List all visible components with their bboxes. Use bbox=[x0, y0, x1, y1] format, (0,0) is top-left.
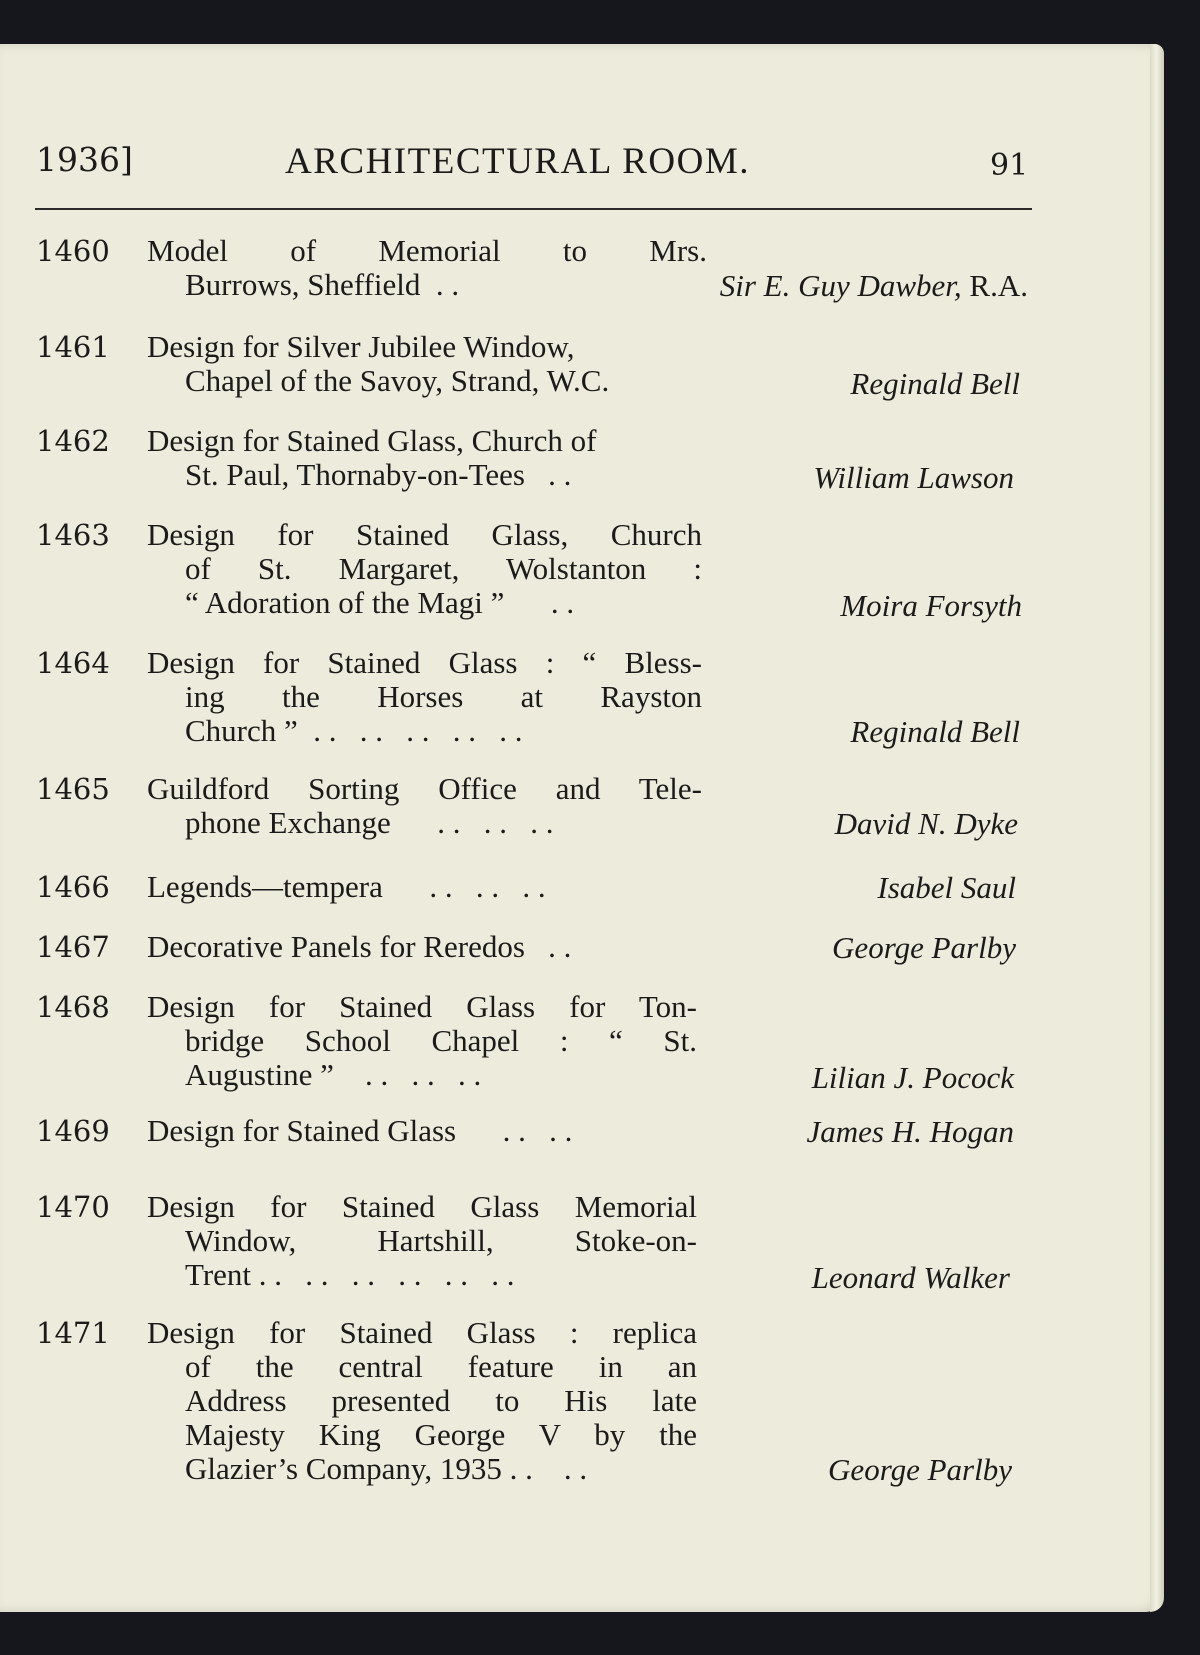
book-page bbox=[0, 44, 1164, 1612]
entry-number: 1461 bbox=[36, 330, 110, 364]
title-line: Chapel of the Savoy, Strand, W.C. bbox=[185, 363, 610, 398]
running-header bbox=[0, 140, 1040, 200]
entry-number: 1465 bbox=[36, 772, 110, 806]
title-line: Design for Stained Glass for Ton- bbox=[147, 989, 697, 1024]
entry-title bbox=[147, 234, 707, 302]
entry-author: Isabel Saul bbox=[877, 870, 1016, 905]
entry-author: Lilian J. Pocock bbox=[811, 1060, 1014, 1095]
page-number: 91 bbox=[990, 148, 1029, 183]
title-line: Augustine ” . . . . . . bbox=[185, 1057, 482, 1092]
entry-author: James H. Hogan bbox=[806, 1114, 1014, 1149]
header-year: 1936] bbox=[36, 140, 133, 179]
entry-title bbox=[147, 424, 717, 492]
header-title: ARCHITECTURAL ROOM. bbox=[285, 141, 750, 182]
title-line: of St. Margaret, Wolstanton : bbox=[185, 551, 702, 586]
entry-number: 1463 bbox=[36, 518, 110, 552]
title-line: Decorative Panels for Reredos . . bbox=[147, 929, 572, 964]
title-line: Burrows, Sheffield . . bbox=[185, 267, 475, 302]
entry-title bbox=[147, 646, 702, 748]
title-line: “ Adoration of the Magi ” . . bbox=[185, 585, 575, 620]
entry-title bbox=[147, 330, 717, 398]
title-line: Window, Hartshill, Stoke-on- bbox=[185, 1223, 697, 1258]
entry-number: 1468 bbox=[36, 990, 110, 1024]
entry-author: George Parlby bbox=[832, 930, 1016, 965]
title-line: Majesty King George V by the bbox=[185, 1417, 697, 1452]
entry-number: 1470 bbox=[36, 1190, 110, 1224]
title-line: Design for Stained Glass, Church of bbox=[147, 423, 597, 458]
entry-title bbox=[147, 772, 702, 840]
title-line: Church ” . . . . . . . . . . bbox=[185, 713, 523, 748]
entry-title bbox=[147, 1190, 697, 1292]
entry-number: 1464 bbox=[36, 646, 110, 680]
title-line: Guildford Sorting Office and Tele- bbox=[147, 771, 702, 806]
entry-author: George Parlby bbox=[828, 1452, 1012, 1487]
entry-number: 1469 bbox=[36, 1114, 110, 1148]
entry-number: 1466 bbox=[36, 870, 110, 904]
entry-title bbox=[147, 870, 717, 904]
entry-title bbox=[147, 930, 717, 964]
author-suffix: R.A. bbox=[961, 268, 1028, 303]
title-line: ing the Horses at Rayston bbox=[185, 679, 702, 714]
entry-author: Reginald Bell bbox=[850, 714, 1020, 749]
title-line: Design for Silver Jubilee Window, bbox=[147, 329, 575, 364]
title-line: Design for Stained Glass, Church bbox=[147, 517, 702, 552]
title-line: of the central feature in an bbox=[185, 1349, 697, 1384]
title-line: St. Paul, Thornaby-on-Tees . . bbox=[185, 457, 572, 492]
entry-number: 1471 bbox=[36, 1316, 110, 1350]
title-line: Legends—tempera . . . . . . bbox=[147, 869, 546, 904]
entry-author: Reginald Bell bbox=[850, 366, 1020, 401]
title-line: Design for Stained Glass . . . . bbox=[147, 1113, 573, 1148]
title-line: Address presented to His late bbox=[185, 1383, 697, 1418]
title-line: Design for Stained Glass Memorial bbox=[147, 1189, 697, 1224]
title-line: Design for Stained Glass : “ Bless- bbox=[147, 645, 702, 680]
entry-number: 1467 bbox=[36, 930, 110, 964]
entry-author: David N. Dyke bbox=[834, 806, 1018, 841]
entry-number: 1462 bbox=[36, 424, 110, 458]
title-line: Design for Stained Glass : replica bbox=[147, 1315, 697, 1350]
page-edge bbox=[1150, 44, 1164, 1612]
title-line: phone Exchange . . . . . . bbox=[185, 805, 554, 840]
entry-title bbox=[147, 1114, 717, 1148]
title-line: Glazier’s Company, 1935 . . . . bbox=[185, 1451, 588, 1486]
entry-title bbox=[147, 518, 702, 620]
entry-number: 1460 bbox=[36, 234, 110, 268]
title-line: Trent . . . . . . . . . . . . bbox=[185, 1257, 515, 1292]
header-rule bbox=[35, 208, 1032, 210]
title-line: Model of Memorial to Mrs. bbox=[147, 233, 707, 268]
author-name: Sir E. Guy Dawber, bbox=[719, 268, 962, 303]
entry-author: Leonard Walker bbox=[811, 1260, 1010, 1295]
entry-title bbox=[147, 990, 697, 1092]
entry-author: William Lawson bbox=[813, 460, 1014, 495]
title-line: bridge School Chapel : “ St. bbox=[185, 1023, 697, 1058]
entry-author: Moira Forsyth bbox=[840, 588, 1022, 623]
entry-title bbox=[147, 1316, 697, 1486]
entry-author bbox=[720, 268, 1028, 304]
